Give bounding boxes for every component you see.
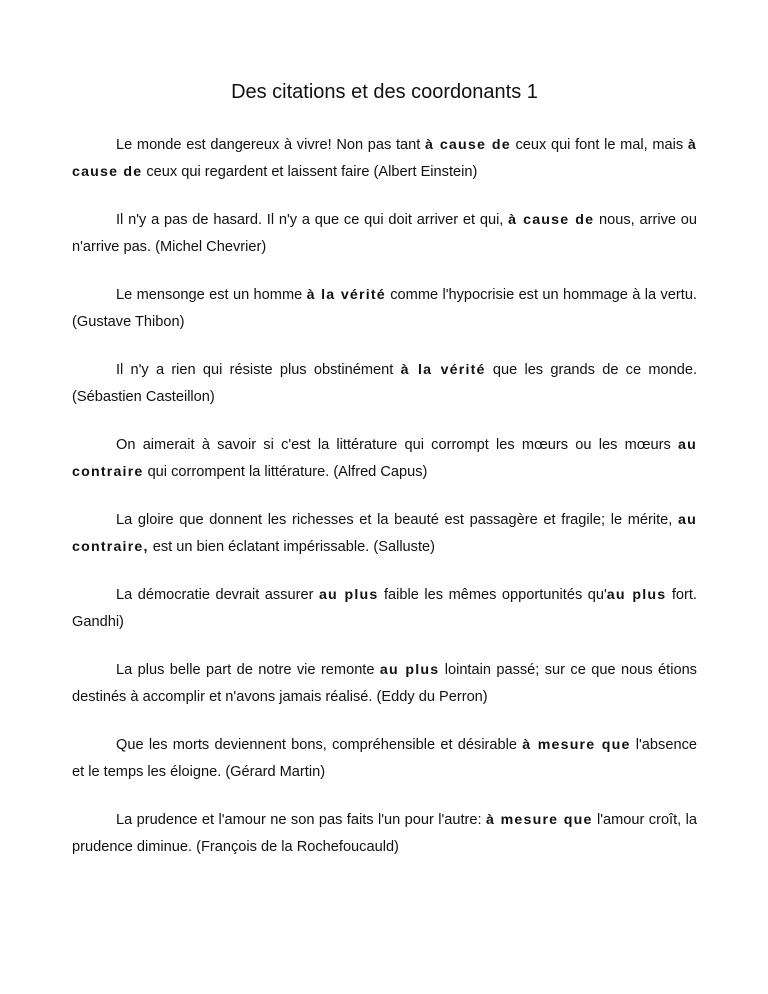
quote-text: comme l'hypocrisie est un hommage à la vertu. (Gustave Thibon)	[72, 287, 697, 330]
highlighted-coordinator: à la vérité	[306, 287, 386, 303]
quote-text: ceux qui font le mal, mais	[510, 137, 688, 153]
document-title: Des citations et des coordonants 1	[231, 81, 538, 103]
highlighted-coordinator: au plus	[318, 587, 379, 603]
quote-paragraph	[72, 282, 697, 336]
highlighted-coordinator: à cause de	[424, 137, 511, 153]
quote-text: l'amour croît, la prudence diminue. (François de la Rochefoucauld)	[72, 812, 697, 855]
quote-text: que les grands de ce monde. (Sébastien Casteillon)	[72, 362, 697, 405]
quote-paragraph	[72, 732, 697, 786]
highlighted-coordinator: au plus	[379, 662, 440, 678]
quote-paragraph	[72, 432, 697, 486]
quote-text: La plus belle part de notre vie remonte	[116, 662, 380, 678]
highlighted-coordinator: au plus	[606, 587, 667, 603]
quote-paragraph	[72, 132, 697, 186]
quote-text: Il n'y a pas de hasard. Il n'y a que ce qui doit arriver et qui,	[116, 212, 509, 228]
highlighted-coordinator: à cause de	[72, 137, 697, 180]
quote-text: est un bien éclatant impérissable. (Salluste)	[148, 539, 436, 555]
quote-text: La gloire que donnent les richesses et la beauté est passagère et fragile; le mérite,	[116, 512, 679, 528]
quote-paragraph	[72, 582, 697, 636]
quote-text: Il n'y a rien qui résiste plus obstinément	[116, 362, 401, 378]
quote-text: qui corrompent la littérature. (Alfred Capus)	[143, 464, 428, 480]
quote-text: l'absence et le temps les éloigne. (Gérard Martin)	[72, 737, 697, 780]
quote-paragraph	[72, 357, 697, 411]
quote-text: faible les mêmes opportunités qu'	[378, 587, 607, 603]
quote-text: La démocratie devrait assurer	[116, 587, 319, 603]
quote-text: lointain passé; sur ce que nous étions destinés à accomplir et n'avons jamais réalisé. (Eddy du Perron)	[72, 662, 697, 705]
quote-paragraph	[72, 657, 697, 711]
highlighted-coordinator: à cause de	[508, 212, 595, 228]
quote-text: ceux qui regardent et laissent faire (Albert Einstein)	[142, 164, 478, 180]
quote-paragraph	[72, 207, 697, 261]
highlighted-coordinator: au contraire	[72, 437, 697, 480]
quote-text: Le monde est dangereux à vivre! Non pas tant	[116, 137, 425, 153]
quote-paragraph	[72, 807, 697, 861]
quote-text: On aimerait à savoir si c'est la littérature qui corrompt les mœurs ou les mœurs	[116, 437, 679, 453]
document-page	[72, 78, 697, 882]
quote-paragraph	[72, 507, 697, 561]
quote-text: Que les morts deviennent bons, compréhensible et désirable	[116, 737, 523, 753]
highlighted-coordinator: à mesure que	[522, 737, 631, 753]
quote-text: La prudence et l'amour ne son pas faits l'un pour l'autre:	[116, 812, 486, 828]
highlighted-coordinator: au contraire,	[72, 512, 697, 555]
quote-text: nous, arrive ou n'arrive pas. (Michel Chevrier)	[72, 212, 698, 255]
quote-text: Le mensonge est un homme	[116, 287, 307, 303]
highlighted-coordinator: à mesure que	[486, 812, 593, 828]
quote-text: fort. Gandhi)	[72, 587, 697, 630]
highlighted-coordinator: à la vérité	[400, 362, 486, 378]
